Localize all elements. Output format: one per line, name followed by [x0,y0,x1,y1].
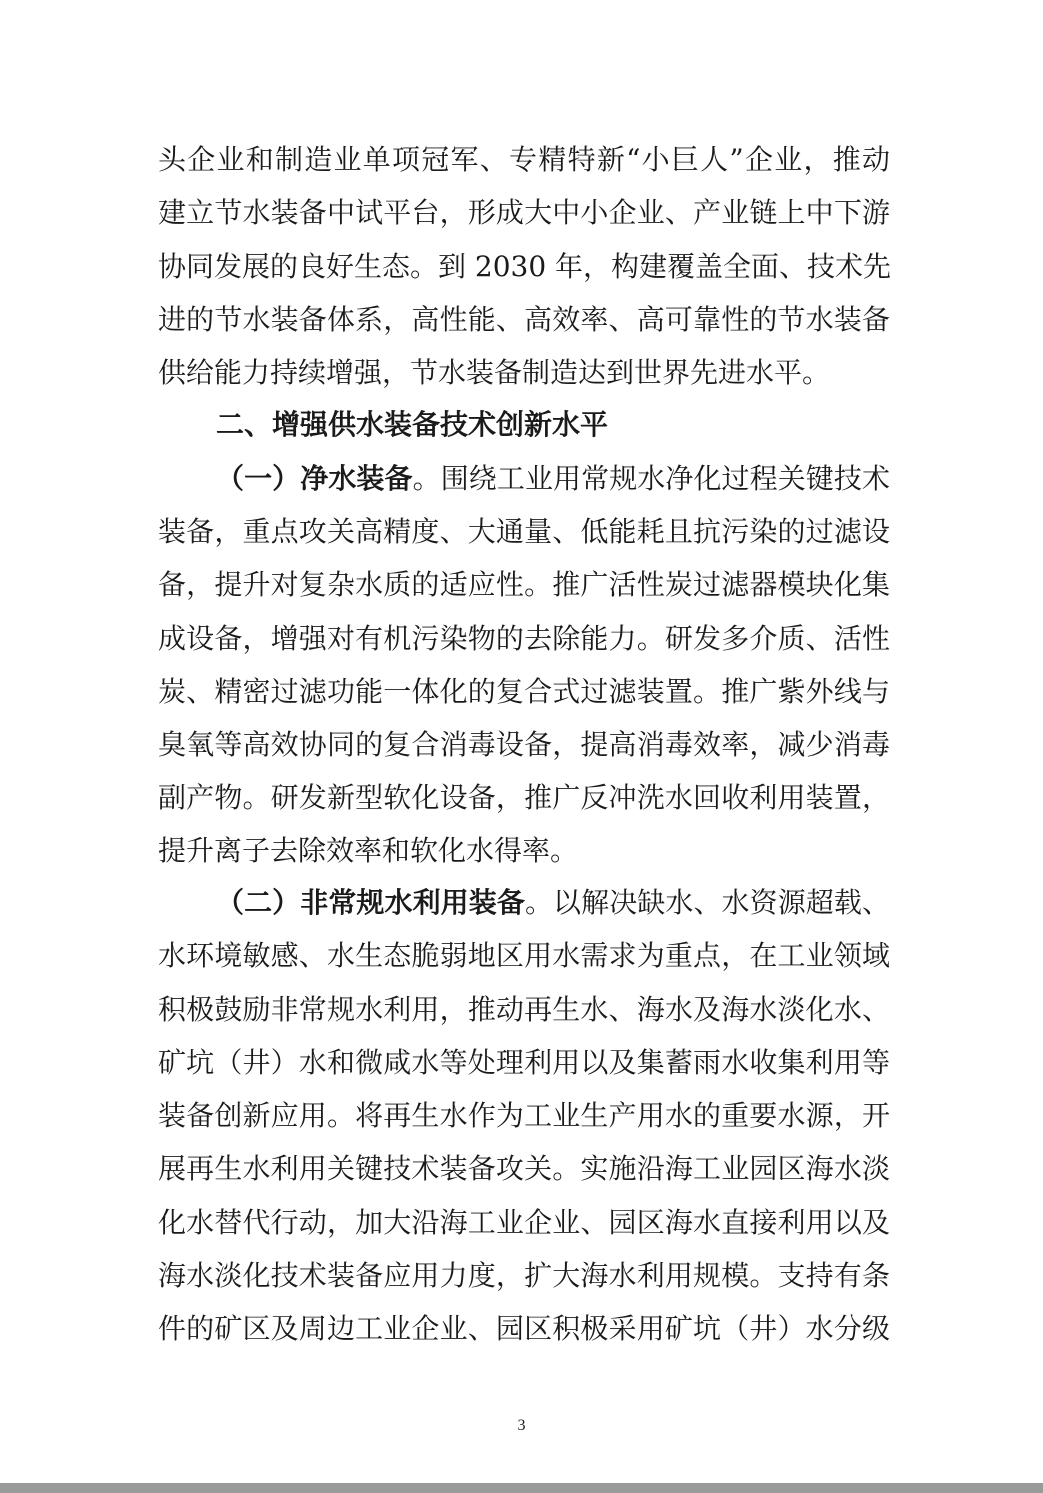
subsection1-line-4: 成设备，增强对有机污染物的去除能力。研发多介质、活性 [158,622,890,655]
section-heading: 二、增强供水装备技术创新水平 [216,408,609,441]
subsection2-first-line [216,885,890,921]
paragraph1-line-5: 供给能力持续增强，节水装备制造达到世界先进水平。 [158,356,831,389]
subsection1-line-8: 提升离子去除效率和软化水得率。 [158,834,579,867]
subsection2-line-4: 矿坑（井）水和微咸水等处理利用以及集蓄雨水收集利用等 [158,1046,890,1079]
subsection1-line-2: 装备，重点攻关高精度、大通量、低能耗且抗污染的过滤设 [158,515,890,548]
subsection1-line-6: 臭氧等高效协同的复合消毒设备，提高消毒效率，减少消毒 [158,728,890,761]
subsection1-lead: （一）净水装备 [216,462,413,495]
subsection2-line-8: 海水淡化技术装备应用力度，扩大海水利用规模。支持有条 [158,1259,890,1292]
subsection2-line-6: 展再生水利用关键技术装备攻关。实施沿海工业园区海水淡 [158,1152,890,1185]
subsection2-line-7: 化水替代行动，加大沿海工业企业、园区海水直接利用以及 [158,1206,890,1239]
subsection1-line-5: 炭、精密过滤功能一体化的复合式过滤装置。推广紫外线与 [158,675,890,708]
subsection2-first-line-rest: 。以解决缺水、水资源超载、 [524,886,890,919]
paragraph1-line-3: 协同发展的良好生态。到 2030 年，构建覆盖全面、技术先 [158,250,892,283]
subsection1-line-3: 备，提升对复杂水质的适应性。推广活性炭过滤器模块化集 [158,568,890,601]
subsection1-first-line [216,461,890,497]
page-number: 3 [517,1417,526,1434]
subsection2-line-5: 装备创新应用。将再生水作为工业生产用水的重要水源，开 [158,1099,890,1132]
subsection2-line-2: 水环境敏感、水生态脆弱地区用水需求为重点，在工业领域 [158,939,890,972]
page-bottom-edge [0,1483,1043,1493]
subsection2-lead: （二）非常规水利用装备 [216,886,525,919]
paragraph1-line-4: 进的节水装备体系，高性能、高效率、高可靠性的节水装备 [158,303,890,336]
subsection1-first-line-rest: 。围绕工业用常规水净化过程关键技术 [412,462,890,495]
paragraph1-line-1: 头企业和制造业单项冠军、专精特新“小巨人”企业，推动 [158,143,890,176]
subsection2-line-9: 件的矿区及周边工业企业、园区积极采用矿坑（井）水分级 [158,1312,890,1345]
paragraph1-line-2: 建立节水装备中试平台，形成大中小企业、产业链上中下游 [158,196,890,229]
subsection1-line-7: 副产物。研发新型软化设备，推广反冲洗水回收利用装置， [158,781,890,814]
subsection2-line-3: 积极鼓励非常规水利用，推动再生水、海水及海水淡化水、 [158,993,890,1026]
